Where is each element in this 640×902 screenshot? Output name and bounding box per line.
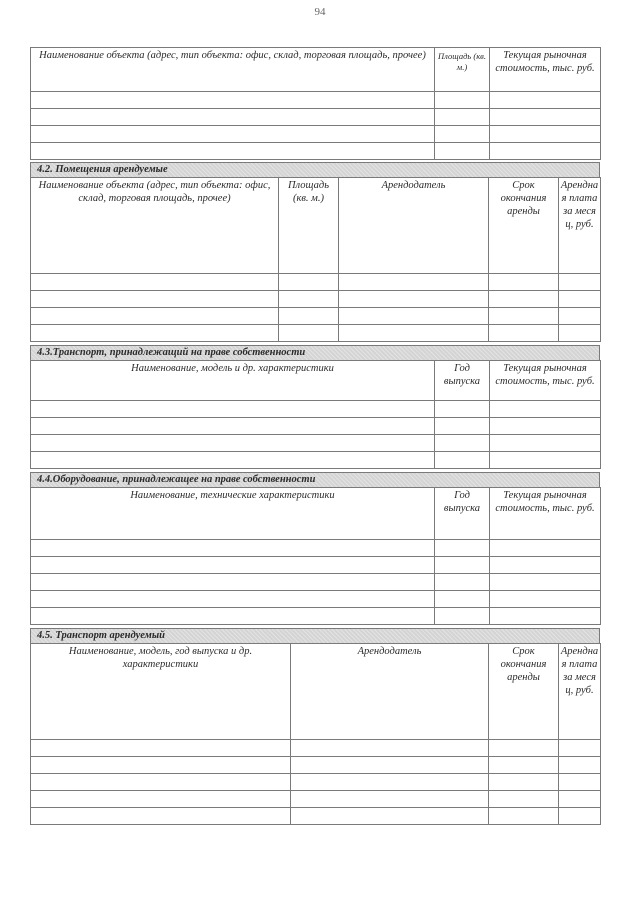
section-title: 4.2. Помещения арендуемые — [30, 162, 600, 177]
col-header-year: Год выпуска — [435, 488, 490, 540]
table-row[interactable] — [31, 608, 601, 625]
table-row[interactable] — [31, 401, 601, 418]
section-title: 4.3.Транспорт, принадлежащий на праве собственности — [30, 345, 600, 360]
table-row[interactable] — [31, 557, 601, 574]
col-header-name: Наименование, модель и др. характеристики — [31, 361, 435, 401]
table-row[interactable] — [31, 808, 601, 825]
col-header-name: Наименование, модель, год выпуска и др. характеристики — [31, 644, 291, 740]
col-header-value: Текущая рыночная стоимость, тыс. руб. — [490, 488, 601, 540]
col-header-landlord: Арендодатель — [339, 178, 489, 274]
table-row[interactable] — [31, 574, 601, 591]
col-header-name: Наименование объекта (адрес, тип объекта: офис, склад, торговая площадь, прочее) — [31, 178, 279, 274]
page-number: 94 — [314, 6, 326, 18]
table-row[interactable] — [31, 435, 601, 452]
table-row[interactable] — [31, 143, 601, 160]
table-row[interactable] — [31, 791, 601, 808]
col-header-name: Наименование объекта (адрес, тип объекта: офис, склад, торговая площадь, прочее) — [31, 48, 435, 92]
col-header-term: Срок окончания аренды — [489, 178, 559, 274]
section-rented-transport — [30, 628, 600, 825]
col-header-value: Текущая рыночная стоимость, тыс. руб. — [490, 361, 601, 401]
table-owned-premises — [30, 47, 600, 160]
section-title: 4.5. Транспорт арендуемый — [30, 628, 600, 643]
section-owned-equipment — [30, 472, 600, 625]
col-header-term: Срок окончания аренды — [489, 644, 559, 740]
table-row[interactable] — [31, 109, 601, 126]
table-row[interactable] — [31, 92, 601, 109]
table-row[interactable] — [31, 126, 601, 143]
col-header-year: Год выпуска — [435, 361, 490, 401]
table-row[interactable] — [31, 740, 601, 757]
table-row[interactable] — [31, 308, 601, 325]
table-row[interactable] — [31, 540, 601, 557]
col-header-rent: Арендная плата за месяц, руб. — [559, 644, 601, 740]
col-header-area: Площадь (кв. м.) — [279, 178, 339, 274]
table-row[interactable] — [31, 757, 601, 774]
table-row[interactable] — [31, 274, 601, 291]
table-row[interactable] — [31, 325, 601, 342]
section-rented-premises — [30, 162, 600, 342]
section-title: 4.4.Оборудование, принадлежащее на праве собственности — [30, 472, 600, 487]
section-owned-transport — [30, 345, 600, 469]
table-row[interactable] — [31, 418, 601, 435]
col-header-rent: Арендная плата за месяц, руб. — [559, 178, 601, 274]
table-row[interactable] — [31, 774, 601, 791]
table-row[interactable] — [31, 591, 601, 608]
col-header-area: Площадь (кв. м.) — [435, 48, 490, 92]
col-header-value: Текущая рыночная стоимость, тыс. руб. — [490, 48, 601, 92]
col-header-landlord: Арендодатель — [291, 644, 489, 740]
table-row[interactable] — [31, 291, 601, 308]
table-row[interactable] — [31, 452, 601, 469]
col-header-name: Наименование, технические характеристики — [31, 488, 435, 540]
